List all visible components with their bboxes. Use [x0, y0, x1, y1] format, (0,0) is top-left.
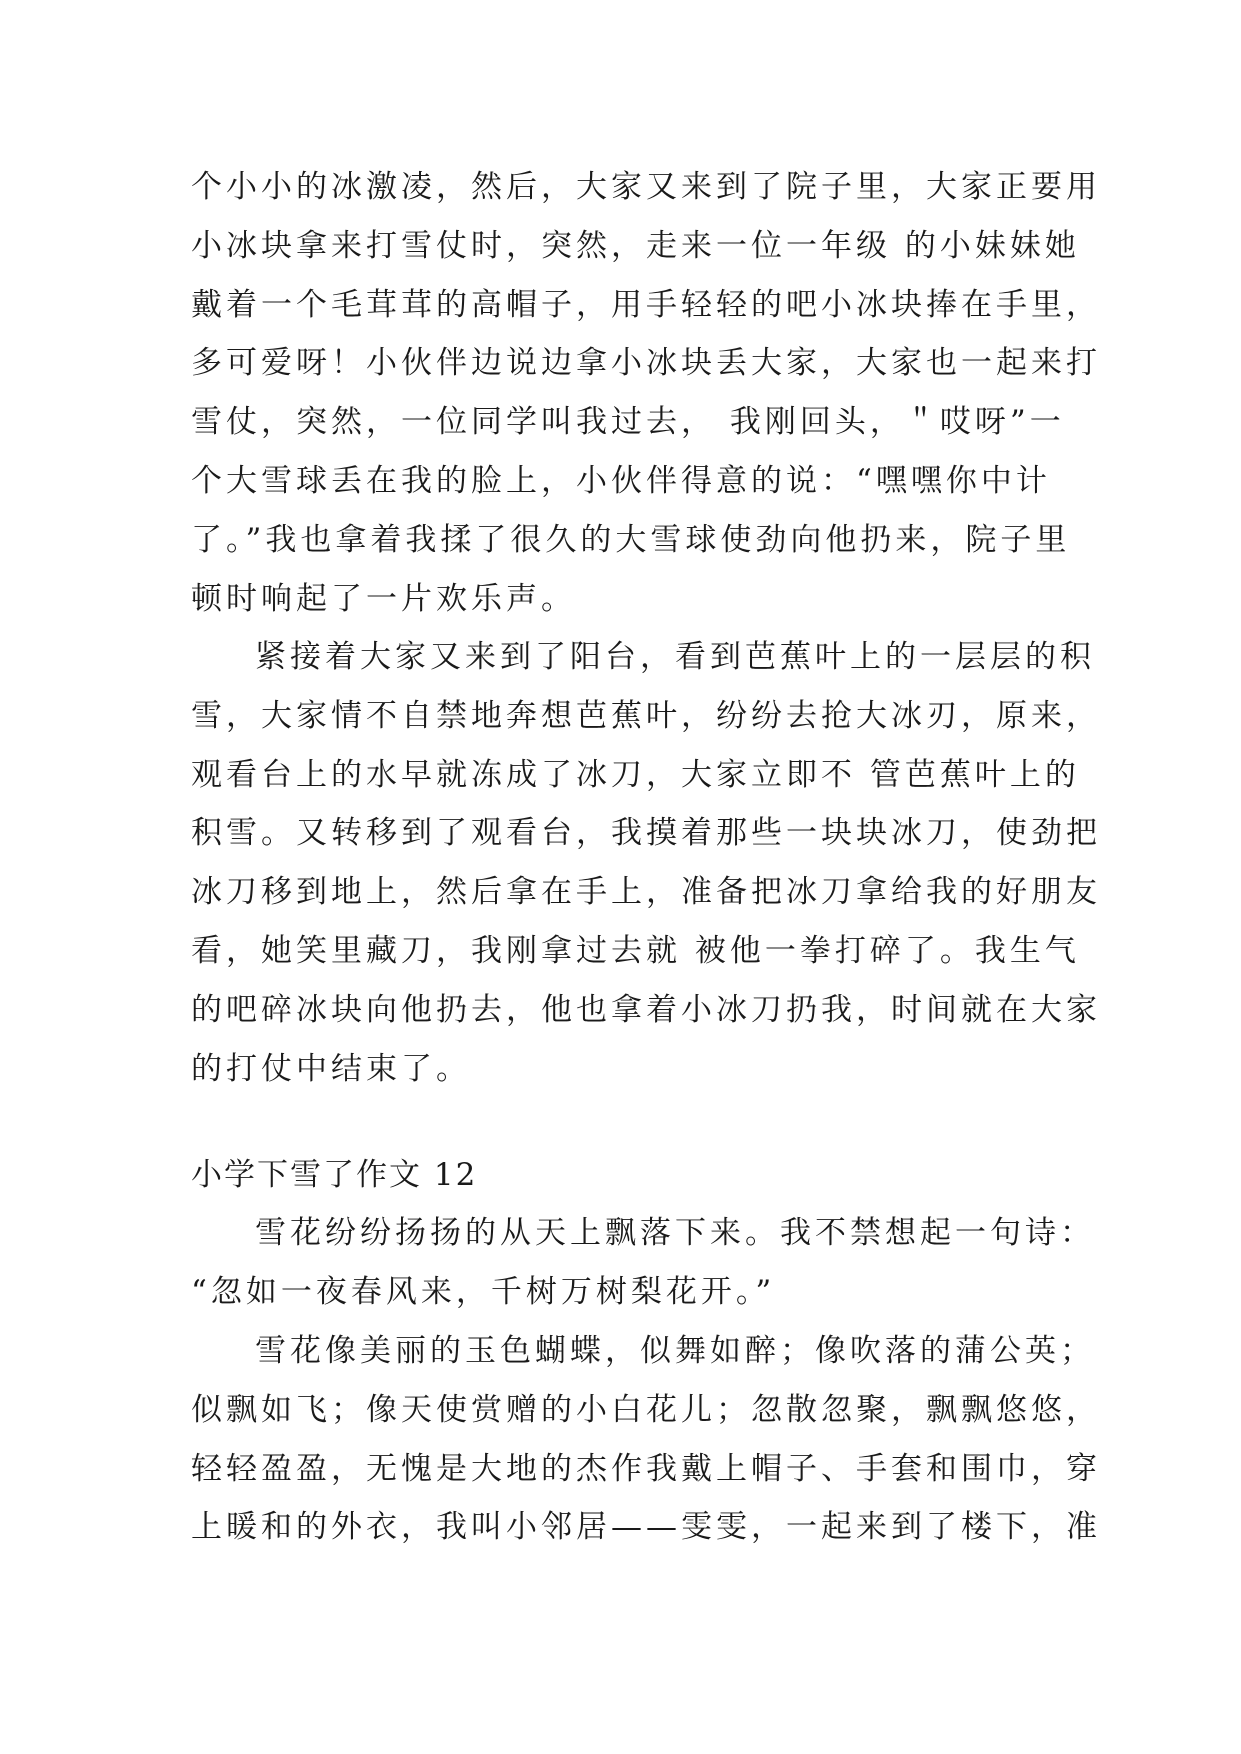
text-line: 个小小的冰激凌，然后，大家又来到了院子里，大家正要用 [191, 169, 1101, 205]
text-line: 了。”我也拿着我揉了很久的大雪球使劲向他扔来，院子里 [191, 521, 1071, 558]
paragraph-snowflakes [191, 1322, 1101, 1557]
text-line: 上暖和的外衣，我叫小邻居——雯雯，一起来到了楼下，准 [191, 1509, 1101, 1546]
paragraph-continued [191, 158, 1101, 628]
text-line: 的打仗中结束了。 [191, 1050, 471, 1087]
paragraph-balcony [191, 628, 1101, 1098]
text-line: 雪仗，突然，一位同学叫我过去， 我刚回头，＂哎呀”一 [191, 404, 1065, 441]
text-line: 雪花纷纷扬扬的从天上飘落下来。我不禁想起一句诗： [255, 1215, 1095, 1251]
text-line: 雪花像美丽的玉色蝴蝶，似舞如醉；像吹落的蒲公英； [255, 1333, 1095, 1369]
text-line: 观看台上的水早就冻成了冰刀，大家立即不 管芭蕉叶上的 [191, 756, 1080, 793]
text-line: “忽如一夜春风来，千树万树梨花开。” [191, 1273, 776, 1310]
text-line: 轻轻盈盈，无愧是大地的杰作我戴上帽子、手套和围巾，穿 [191, 1450, 1101, 1487]
text-line: 个大雪球丢在我的脸上，小伙伴得意的说：“嘿嘿你中计 [191, 462, 1051, 499]
paragraph-poem [191, 1204, 1095, 1322]
essay-title: 小学下雪了作文 12 [191, 1157, 478, 1193]
text-line: 看，她笑里藏刀，我刚拿过去就 被他一拳打碎了。我生气 [191, 932, 1080, 969]
text-line: 戴着一个毛茸茸的高帽子，用手轻轻的吧小冰块捧在手里， [191, 286, 1101, 323]
text-line: 雪，大家情不自禁地奔想芭蕉叶，纷纷去抢大冰刃，原来， [191, 697, 1101, 734]
text-line: 顿时响起了一片欢乐声。 [191, 580, 576, 617]
text-line: 积雪。又转移到了观看台，我摸着那些一块块冰刀，使劲把 [191, 815, 1101, 852]
text-line: 冰刀移到地上，然后拿在手上，准备把冰刀拿给我的好朋友 [191, 874, 1101, 911]
text-line: 小冰块拿来打雪仗时，突然，走来一位一年级 的小妹妹她 [191, 227, 1080, 264]
text-line: 多可爱呀！小伙伴边说边拿小冰块丢大家，大家也一起来打 [191, 345, 1101, 382]
text-line: 似飘如飞；像天使赏赠的小白花儿；忽散忽聚，飘飘悠悠， [191, 1391, 1101, 1428]
text-line: 的吧碎冰块向他扔去，他也拿着小冰刀扔我，时间就在大家 [191, 991, 1101, 1028]
text-line: 紧接着大家又来到了阳台，看到芭蕉叶上的一层层的积 [255, 639, 1095, 675]
